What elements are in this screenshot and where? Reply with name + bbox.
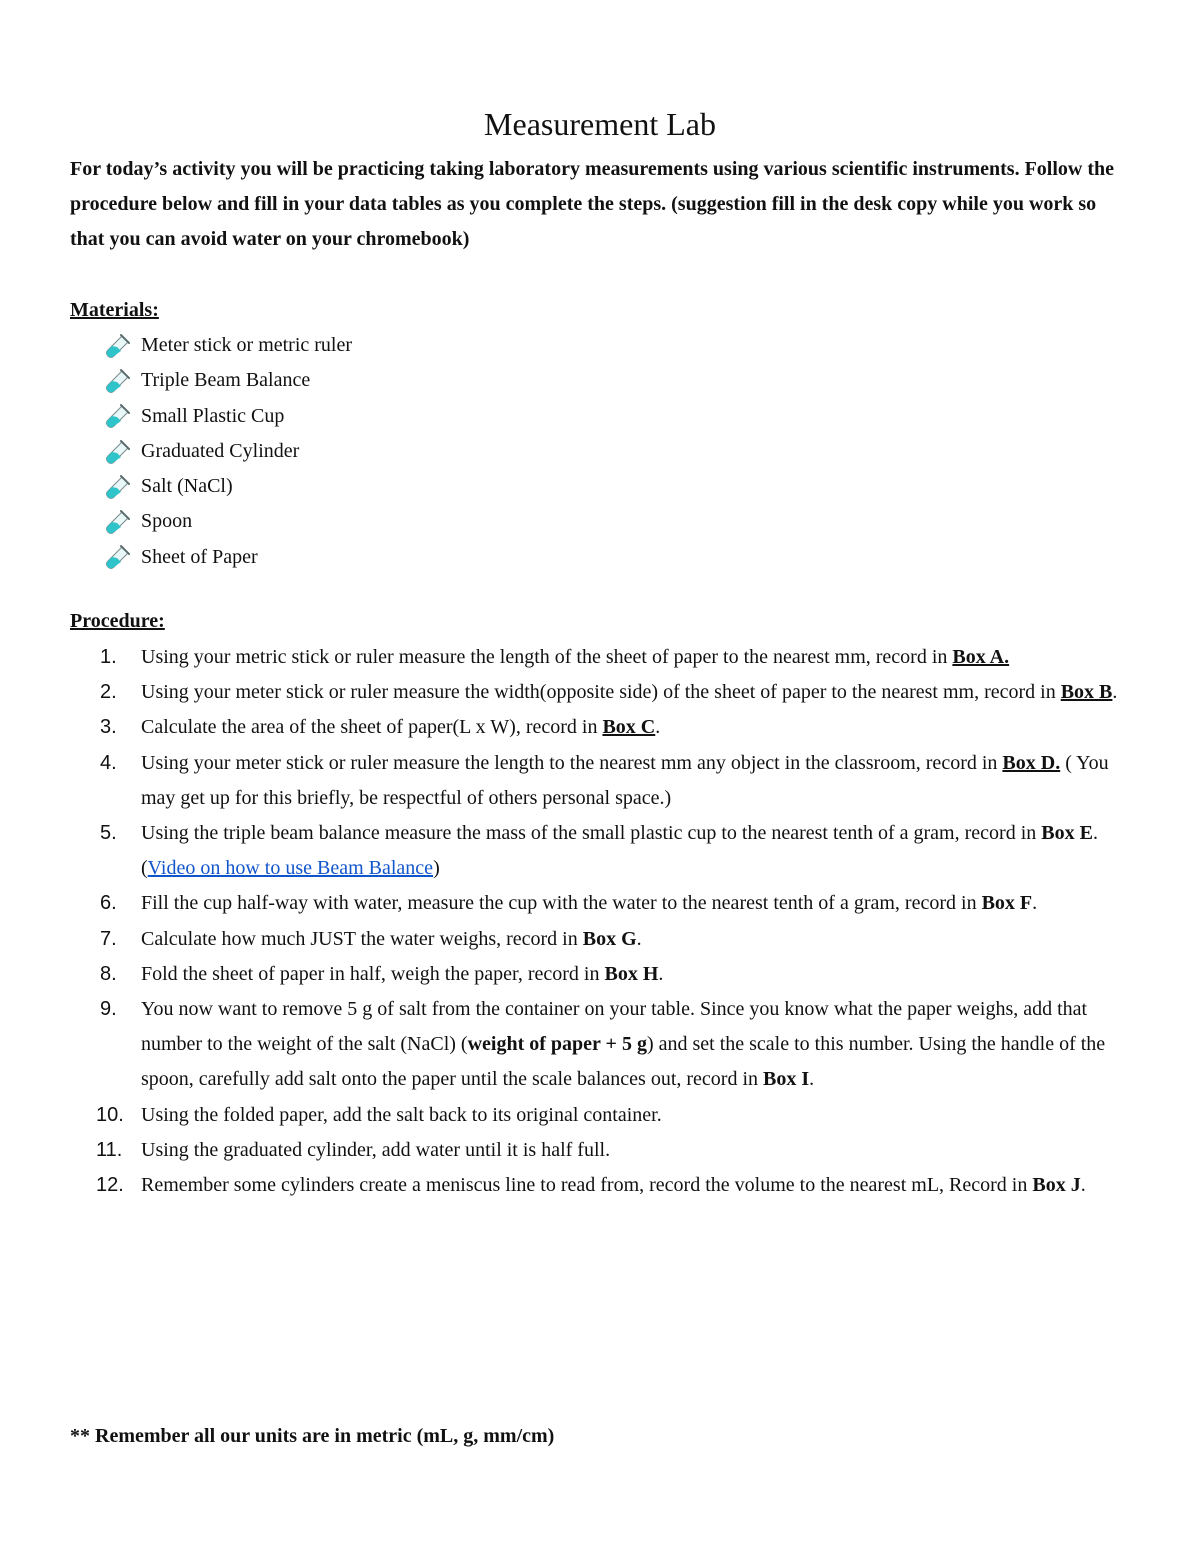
step-number: 11. (96, 1138, 123, 1161)
box-reference: Box G (582, 927, 637, 950)
procedure-step-7: 7. Calculate how much JUST the water weighs, record in Box G. (100, 922, 1120, 957)
procedure-step-11: 11. Using the graduated cylinder, add water until it is half full. (100, 1133, 1120, 1168)
list-item: Graduated Cylinder (105, 434, 352, 469)
box-reference: Box I (763, 1068, 810, 1091)
step-number: 10. (96, 1103, 124, 1126)
formula-emphasis: weight of paper + 5 g (467, 1033, 647, 1056)
list-item: Salt (NaCl) (105, 469, 352, 504)
procedure-step-12: 12. Remember some cylinders create a meniscus line to read from, record the volume to the nearest mL, Record in Box J. (100, 1168, 1120, 1203)
step-number: 1. (100, 646, 117, 668)
box-reference: Box F (981, 892, 1033, 915)
procedure-step-3: 3. Calculate the area of the sheet of paper(L x W), record in Box C. (100, 710, 1120, 745)
procedure-list (96, 640, 1120, 1203)
step-number: 8. (100, 962, 117, 985)
procedure-step-8: 8. Fold the sheet of paper in half, weigh the paper, record in Box H. (100, 957, 1120, 992)
procedure-step-4: 4. Using your meter stick or ruler measure the length to the nearest mm any object in the classroom, record in Box D. ( You may get up for this briefly, be respectful of others personal space.) (100, 746, 1120, 816)
box-reference: Box A. (952, 646, 1010, 668)
test-tube-icon (105, 474, 131, 500)
list-item: Sheet of Paper (105, 540, 352, 575)
procedure-heading: Procedure: (70, 610, 165, 632)
step-number: 4. (100, 751, 117, 774)
materials-list (105, 328, 352, 575)
procedure-step-2: 2. Using your meter stick or ruler measure the width(opposite side) of the sheet of paper to the nearest mm, record in Box B. (100, 675, 1120, 710)
step-number: 9. (100, 998, 117, 1021)
beam-balance-video-link[interactable]: Video on how to use Beam Balance (147, 857, 434, 880)
units-note: ** Remember all our units are in metric (mL, g, mm/cm) (70, 1425, 555, 1447)
test-tube-icon (105, 333, 131, 359)
box-reference: Box D. (1002, 751, 1061, 774)
step-number: 6. (100, 892, 117, 915)
procedure-step-1: 1. Using your metric stick or ruler measure the length of the sheet of paper to the nearest mm, record in Box A. (100, 640, 1120, 675)
test-tube-icon (105, 509, 131, 535)
step-number: 7. (100, 927, 117, 950)
test-tube-icon (105, 439, 131, 465)
step-number: 3. (100, 716, 117, 739)
step-number: 5. (100, 822, 117, 845)
test-tube-icon (105, 368, 131, 394)
step-number: 12. (96, 1174, 124, 1197)
box-reference: Box H (604, 962, 659, 985)
procedure-step-5: 5. Using the triple beam balance measure the mass of the small plastic cup to the nearest tenth of a gram, record in Box E. (Video on how to use Beam Balance) (100, 816, 1120, 886)
step-number: 2. (100, 681, 117, 704)
page-title: Measurement Lab (484, 106, 716, 142)
procedure-step-6: 6. Fill the cup half-way with water, measure the cup with the water to the nearest tenth of a gram, record in Box F. (100, 886, 1120, 921)
test-tube-icon (105, 403, 131, 429)
box-reference: Box B (1060, 681, 1113, 704)
list-item: Meter stick or metric ruler (105, 328, 352, 363)
procedure-step-9: 9. You now want to remove 5 g of salt from the container on your table. Since you know what the paper weighs, add that number to the weight of the salt (NaCl) (weight of paper + 5 g) and set the scale to this number. Using the handle of the spoon, carefully add salt onto the paper until the scale balances out, record in Box I. (100, 992, 1120, 1098)
intro-paragraph: For today’s activity you will be practicing taking laboratory measurements using various scientific instruments. Follow the procedure below and fill in your data tables as you complete the steps. (suggestion fill in the desk copy while you work so that you can avoid water on your chromebook) (70, 158, 1115, 250)
test-tube-icon (105, 544, 131, 570)
box-reference: Box J (1032, 1174, 1081, 1197)
list-item: Spoon (105, 504, 352, 539)
procedure-step-10: 10. Using the folded paper, add the salt back to its original container. (100, 1098, 1120, 1133)
materials-heading: Materials: (70, 299, 159, 321)
list-item: Small Plastic Cup (105, 399, 352, 434)
box-reference: Box E (1041, 822, 1093, 845)
box-reference: Box C (602, 716, 656, 739)
list-item: Triple Beam Balance (105, 363, 352, 398)
